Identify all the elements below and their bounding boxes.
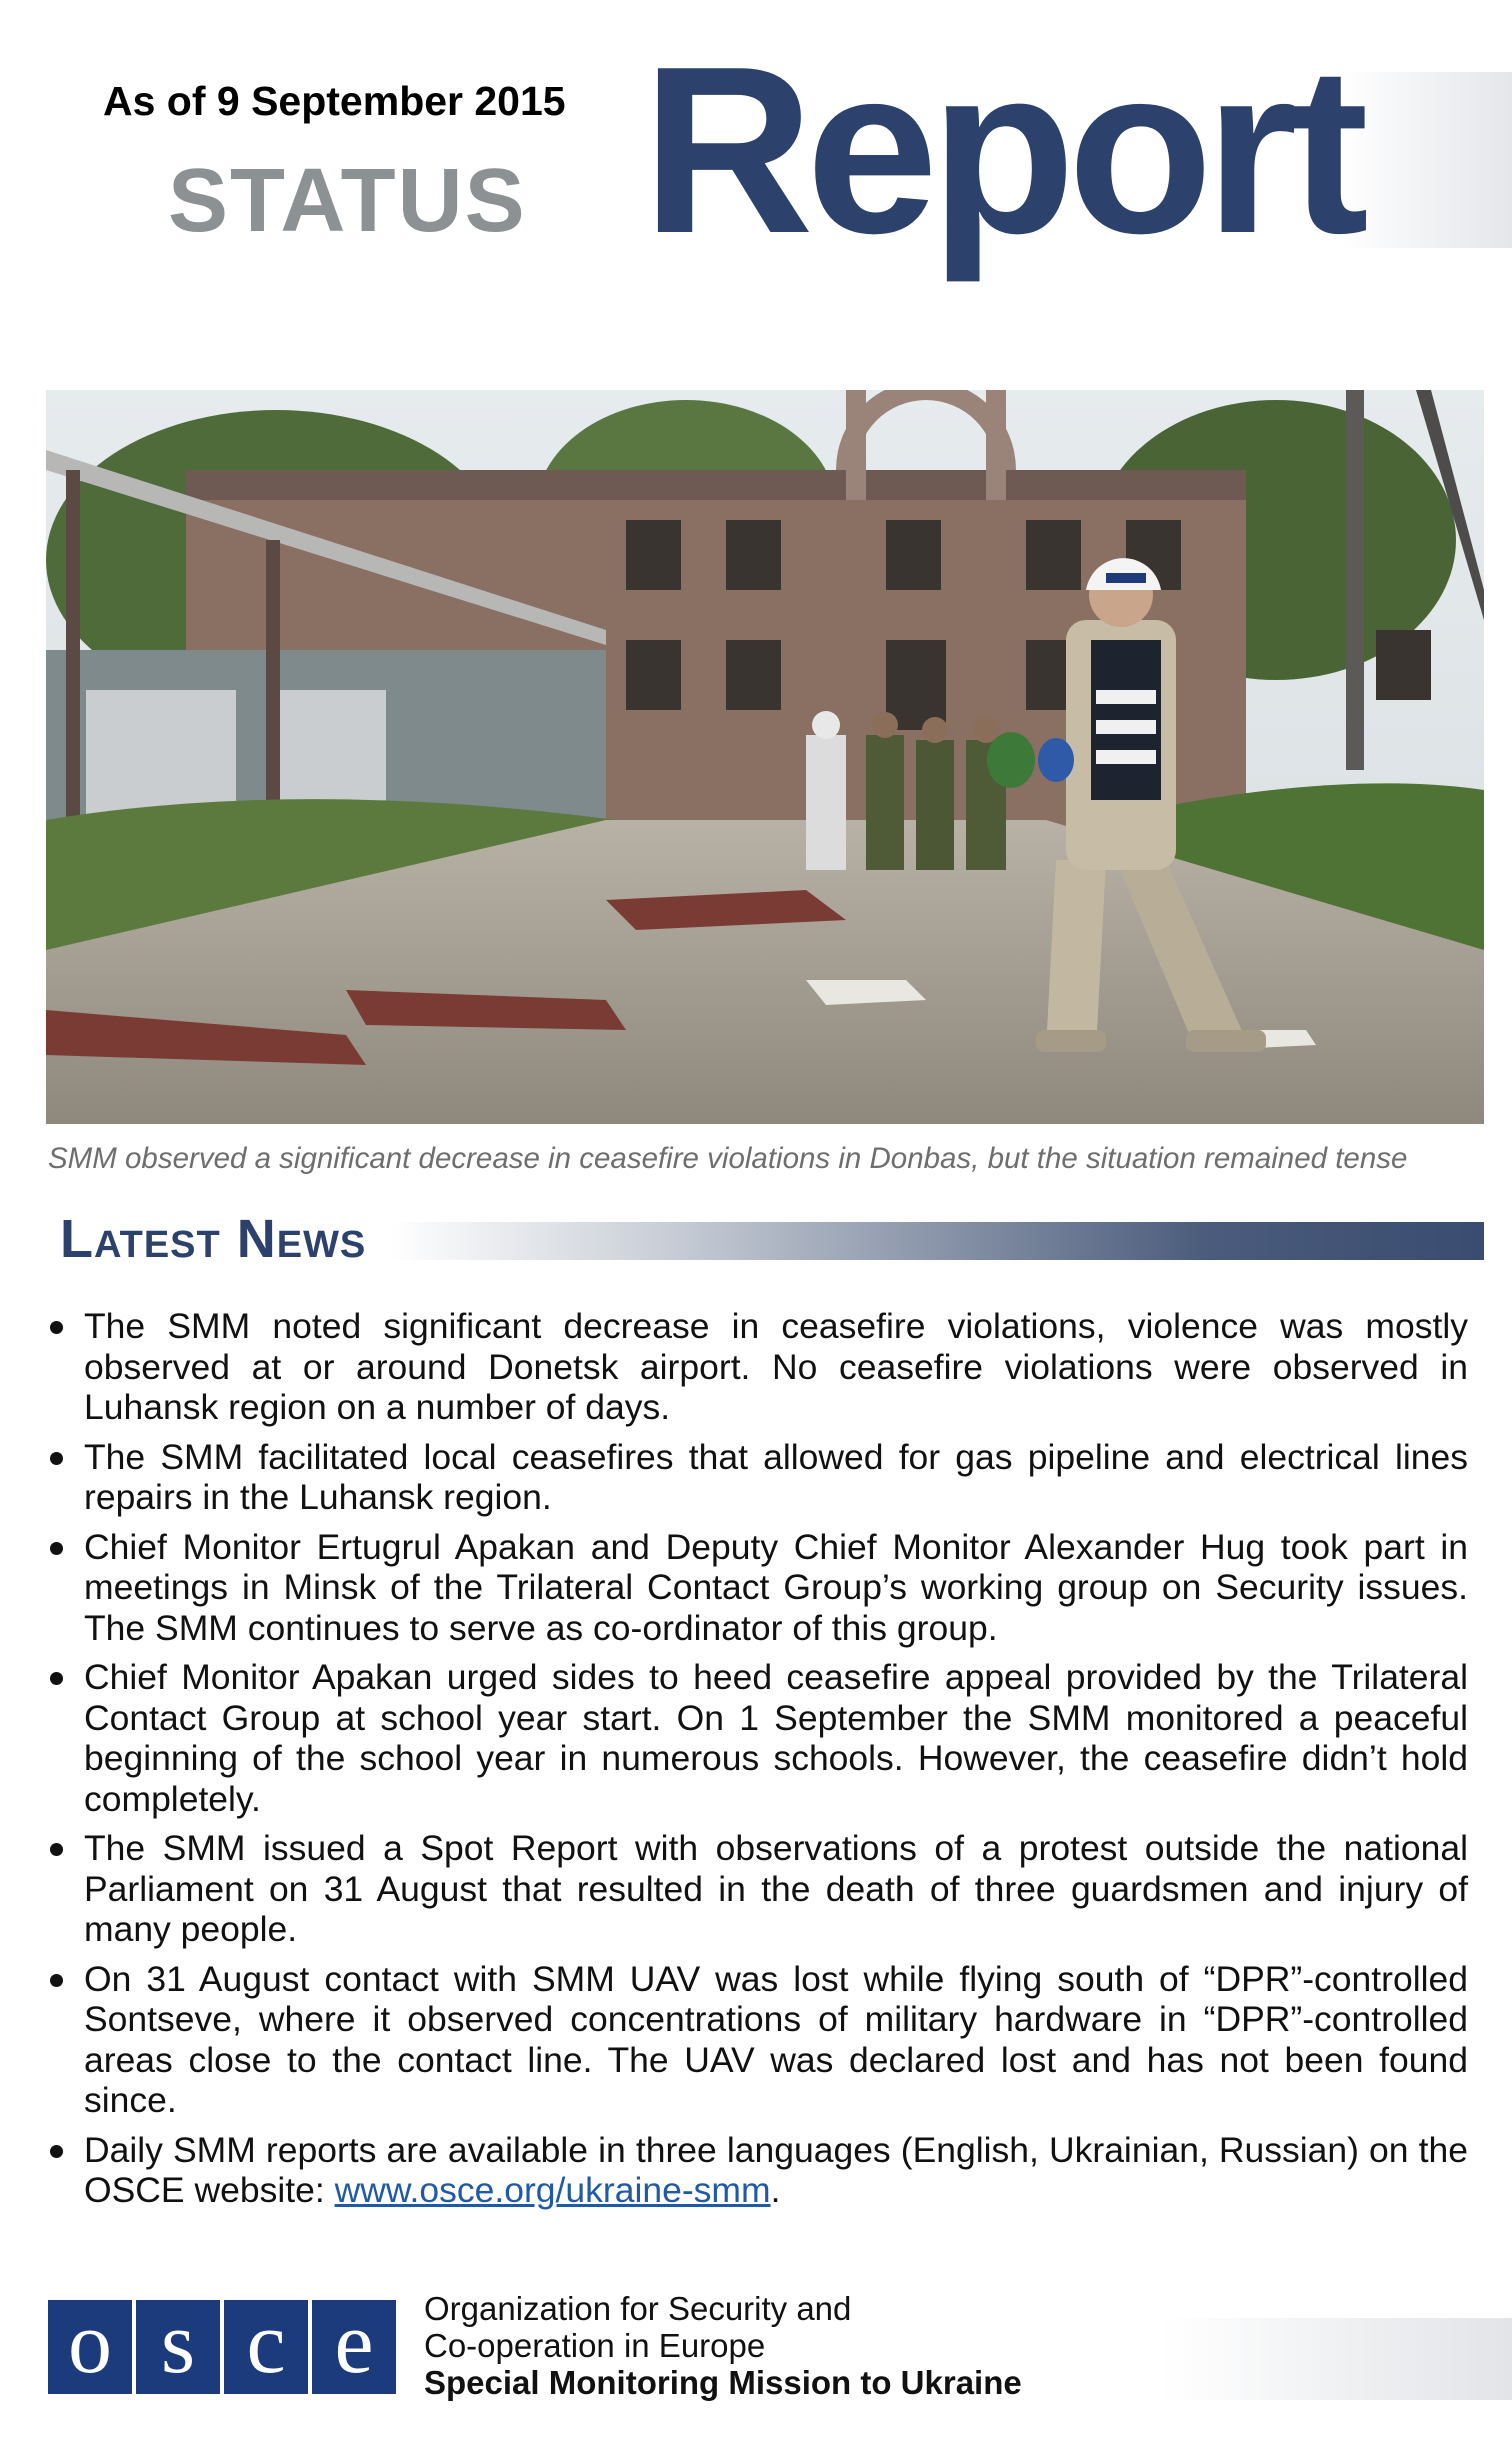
org-name-line1: Organization for Security and xyxy=(424,2290,852,2327)
bullet-icon xyxy=(50,1672,63,1685)
list-item xyxy=(44,1959,1468,2121)
news-item-text: The SMM issued a Spot Report with observations of a protest outside the national Parliament on 31 August that resulted in the death of three guardsmen and injury of many people. xyxy=(84,1828,1468,1949)
logo-letter: c xyxy=(224,2300,308,2394)
footer-gradient-band xyxy=(1160,2318,1512,2400)
photo-caption: SMM observed a significant decrease in ceasefire violations in Donbas, but the situation remained tense xyxy=(48,1142,1408,1175)
bullet-icon xyxy=(50,1321,63,1334)
org-name-line2: Co-operation in Europe xyxy=(424,2327,766,2364)
list-item xyxy=(44,2130,1468,2211)
news-item-text: Chief Monitor Ertugrul Apakan and Deputy Chief Monitor Alexander Hug took part in meetings in Minsk of the Trilateral Contact Group’s working group on Security issues. The SMM continues to serve as co-ordinator of this group. xyxy=(84,1526,1468,1648)
mission-name: Special Monitoring Mission to Ukraine xyxy=(424,2364,1022,2401)
bullet-icon xyxy=(50,1974,63,1987)
ruined-building-scene xyxy=(46,390,1484,1124)
list-item xyxy=(44,1527,1468,1649)
news-item-text: Daily SMM reports are available in three languages (English, Ukrainian, Russian) on the OSCE website: xyxy=(84,2129,1468,2210)
list-item xyxy=(44,1657,1468,1819)
latest-news-heading: Latest News xyxy=(60,1209,367,1269)
bullet-icon xyxy=(50,2145,63,2158)
list-item xyxy=(44,1437,1468,1518)
bullet-icon xyxy=(50,1843,63,1856)
news-item-text: The SMM noted significant decrease in ceasefire violations, violence was mostly observed at or around Donetsk airport. No ceasefire violations were observed in Luhansk region on a number of days. xyxy=(84,1306,1468,1427)
list-item xyxy=(44,1306,1468,1428)
news-list xyxy=(44,1306,1468,2220)
bullet-icon xyxy=(50,1542,63,1555)
section-gradient-bar xyxy=(390,1222,1484,1260)
list-item xyxy=(44,1828,1468,1950)
news-item-text: On 31 August contact with SMM UAV was lost while flying south of “DPR”-controlled Sontseve, where it observed concentrations of military hardware in “DPR”-controlled areas close to the contact line. The UAV was declared lost and has not been found since. xyxy=(84,1958,1468,2120)
osce-website-link[interactable]: www.osce.org/ukraine-smm xyxy=(334,2170,771,2210)
news-photo xyxy=(46,390,1484,1124)
logo-letter: e xyxy=(312,2300,396,2394)
news-item-text: The SMM facilitated local ceasefires that allowed for gas pipeline and electrical lines repairs in the Luhansk region. xyxy=(84,1436,1468,1517)
bullet-icon xyxy=(50,1452,63,1465)
news-item-text-end: . xyxy=(770,2170,781,2210)
report-heading: Report xyxy=(642,18,1361,283)
news-item-text: Chief Monitor Apakan urged sides to heed ceasefire appeal provided by the Trilateral Contact Group at school year start. On 1 September the SMM monitored a peaceful beginning of the school year in numerous schools. However, the ceasefire didn’t hold completely. xyxy=(84,1657,1468,1819)
logo-letter: s xyxy=(136,2300,220,2394)
report-date: As of 9 September 2015 xyxy=(103,78,566,124)
status-heading: STATUS xyxy=(168,151,527,251)
logo-letter: o xyxy=(48,2300,132,2394)
